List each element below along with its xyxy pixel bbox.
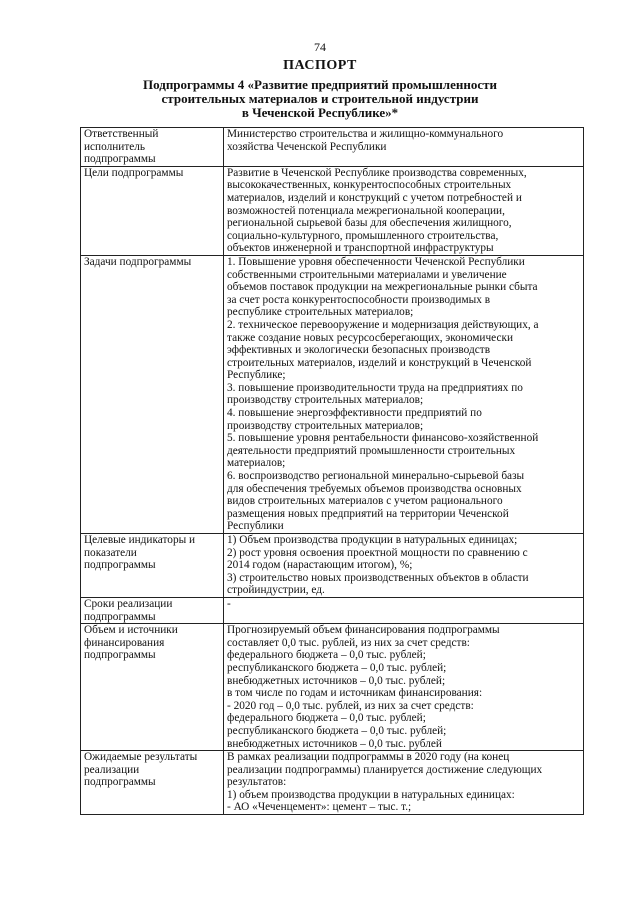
row-label-line: исполнитель — [84, 140, 146, 153]
row-label-cell — [81, 751, 224, 815]
row-content-line: за счет роста конкурентоспособности производимых в — [227, 293, 491, 306]
row-label-cell — [81, 166, 224, 255]
row-content-line: федерального бюджета – 0,0 тыс. рублей; — [227, 649, 426, 662]
row-content-line: Прогнозируемый объем финансирования подпрограммы — [227, 624, 500, 637]
row-label-line: подпрограммы — [84, 649, 156, 662]
row-content-line: строительных материалов, изделий и конструкций в Чеченской — [227, 356, 532, 369]
row-label-line: Ожидаемые результаты — [84, 751, 198, 764]
row-label-cell — [81, 128, 224, 167]
row-content-line: материалов, изделий и конструкций с учетом потребностей и — [227, 191, 522, 204]
row-content-line: 1) Объем производства продукции в натуральных единицах; — [227, 534, 518, 546]
row-content-line: федерального бюджета – 0,0 тыс. рублей; — [227, 712, 426, 725]
row-label-line: Ответственный — [84, 128, 159, 140]
row-content-line: объемов поставок продукции на межрегиональные рынки сбыта — [227, 281, 538, 294]
row-content-line: 2) рост уровня освоения проектной мощности по сравнению с — [227, 546, 528, 559]
row-label-line: подпрограммы — [84, 776, 156, 789]
row-content-line: объектов инженерной и транспортной инфраструктуры — [227, 242, 494, 255]
row-content-line: производству строительных материалов; — [227, 394, 424, 407]
row-content-line: Развитие в Чеченской Республике производства современных, — [227, 166, 527, 179]
row-content-line: стройиндустрии, ед. — [227, 584, 325, 597]
row-content-line: в том числе по годам и источникам финансирования: — [227, 687, 483, 700]
row-label-line: Объем и источники — [84, 624, 178, 637]
row-content-line: материалов; — [227, 457, 286, 470]
row-content-line: 2014 годом (нарастающим итогом), %; — [227, 559, 413, 572]
row-content-line: социально-культурного, промышленного строительства, — [227, 229, 499, 242]
row-content-line: внебюджетных источников – 0,0 тыс. рублей — [227, 737, 442, 750]
row-content-line: также создание новых ресурсосберегающих, экономически — [227, 331, 513, 344]
row-content-line: республиканского бюджета – 0,0 тыс. рублей; — [227, 661, 447, 674]
row-content-line: Республики — [227, 520, 284, 533]
row-label-line: Задачи подпрограммы — [84, 255, 192, 268]
row-content-line: В рамках реализации подпрограммы в 2020 году (на конец — [227, 751, 510, 764]
row-content-line: собственными строительными материалами и увеличение — [227, 268, 507, 281]
row-content-line: производству строительных материалов; — [227, 419, 424, 432]
row-content-line: внебюджетных источников – 0,0 тыс. рублей; — [227, 674, 446, 687]
row-content-line: - АО «Чеченцемент»: цемент – тыс. т.; — [227, 801, 412, 814]
row-content-line: 1. Повышение уровня обеспеченности Чеченской Республики — [227, 255, 525, 268]
passport-table-body — [81, 128, 584, 815]
row-content-line: хозяйства Чеченской Республики — [227, 140, 387, 153]
row-content-line: составляет 0,0 тыс. рублей, из них за счет средств: — [227, 636, 470, 649]
passport-row — [81, 534, 584, 598]
row-label-line: подпрограммы — [84, 559, 156, 572]
row-content-cell — [224, 128, 584, 167]
row-label-line: подпрограммы — [84, 153, 156, 166]
row-label-line: подпрограммы — [84, 610, 156, 623]
page-number: 74 — [314, 40, 326, 54]
row-content-cell — [224, 624, 584, 751]
row-content-line: Министерство строительства и жилищно-коммунального — [227, 128, 504, 140]
passport-table — [80, 127, 584, 815]
subtitle-line: Подпрограммы 4 «Развитие предприятий промышленности — [143, 78, 497, 92]
row-content-line: 3) строительство новых производственных объектов в области — [227, 571, 529, 584]
document-subtitle — [100, 78, 540, 120]
row-label-cell — [81, 597, 224, 623]
row-content-line: эффективных и экологически безопасных производств — [227, 344, 491, 357]
row-content-line: - 2020 год – 0,0 тыс. рублей, из них за счет средств: — [227, 699, 474, 712]
row-content-cell — [224, 751, 584, 815]
row-content-line: Республике; — [227, 369, 286, 382]
row-label-line: Целевые индикаторы и — [84, 534, 196, 546]
row-content-line: республиканского бюджета – 0,0 тыс. рублей; — [227, 724, 447, 737]
row-label-line: Сроки реализации — [84, 597, 173, 610]
row-label-cell — [81, 534, 224, 598]
row-label-line: показатели — [84, 546, 137, 559]
passport-row — [81, 166, 584, 255]
subtitle-line: в Чеченской Республике»* — [241, 106, 399, 120]
row-content-line: 6. воспроизводство региональной минерально-сырьевой базы — [227, 470, 525, 483]
row-content-line: результатов: — [227, 776, 287, 789]
row-content-line: деятельности предприятий промышленности строительных — [227, 444, 516, 457]
row-content-line: высококачественных, конкурентоспособных строительных — [227, 179, 512, 192]
row-content-line: 4. повышение энергоэффективности предприятий по — [227, 407, 482, 420]
row-content-line: для обеспечения требуемых объемов производства основных — [227, 482, 522, 495]
passport-row — [81, 255, 584, 533]
row-label-cell — [81, 255, 224, 533]
row-content-line: видов строительных материалов с учетом рационального — [227, 495, 503, 508]
row-content-line: размещения новых предприятий на территории Чеченской — [227, 507, 509, 520]
row-content-line: региональной сырьевой базы для обеспечения жилищного, — [227, 217, 512, 230]
passport-row — [81, 128, 584, 167]
row-label-line: финансирования — [84, 636, 165, 649]
row-content-cell — [224, 597, 584, 623]
row-content-line: 2. техническое перевооружение и модернизация действующих, а — [227, 318, 539, 331]
row-content-line: реализации подпрограммы) планируется достижение следующих — [227, 763, 543, 776]
row-content-cell — [224, 534, 584, 598]
row-label-line: реализации — [84, 763, 140, 776]
passport-row — [81, 751, 584, 815]
row-content-cell — [224, 255, 584, 533]
subtitle-line: строительных материалов и строительной индустрии — [161, 92, 479, 106]
row-content-line: 5. повышение уровня рентабельности финансово-хозяйственной — [227, 432, 539, 445]
row-content-line: - — [227, 597, 231, 610]
row-content-line: 1) объем производства продукции в натуральных единицах: — [227, 788, 515, 801]
row-content-line: возможностей потенциала межрегиональной кооперации, — [227, 204, 505, 217]
row-content-line: 3. повышение производительности труда на предприятиях по — [227, 381, 523, 394]
row-content-cell — [224, 166, 584, 255]
row-label-cell — [81, 624, 224, 751]
passport-row — [81, 597, 584, 623]
row-content-line: республике строительных материалов; — [227, 306, 414, 319]
row-label-line: Цели подпрограммы — [84, 166, 184, 179]
passport-row — [81, 624, 584, 751]
document-title: ПАСПОРТ — [283, 58, 357, 73]
